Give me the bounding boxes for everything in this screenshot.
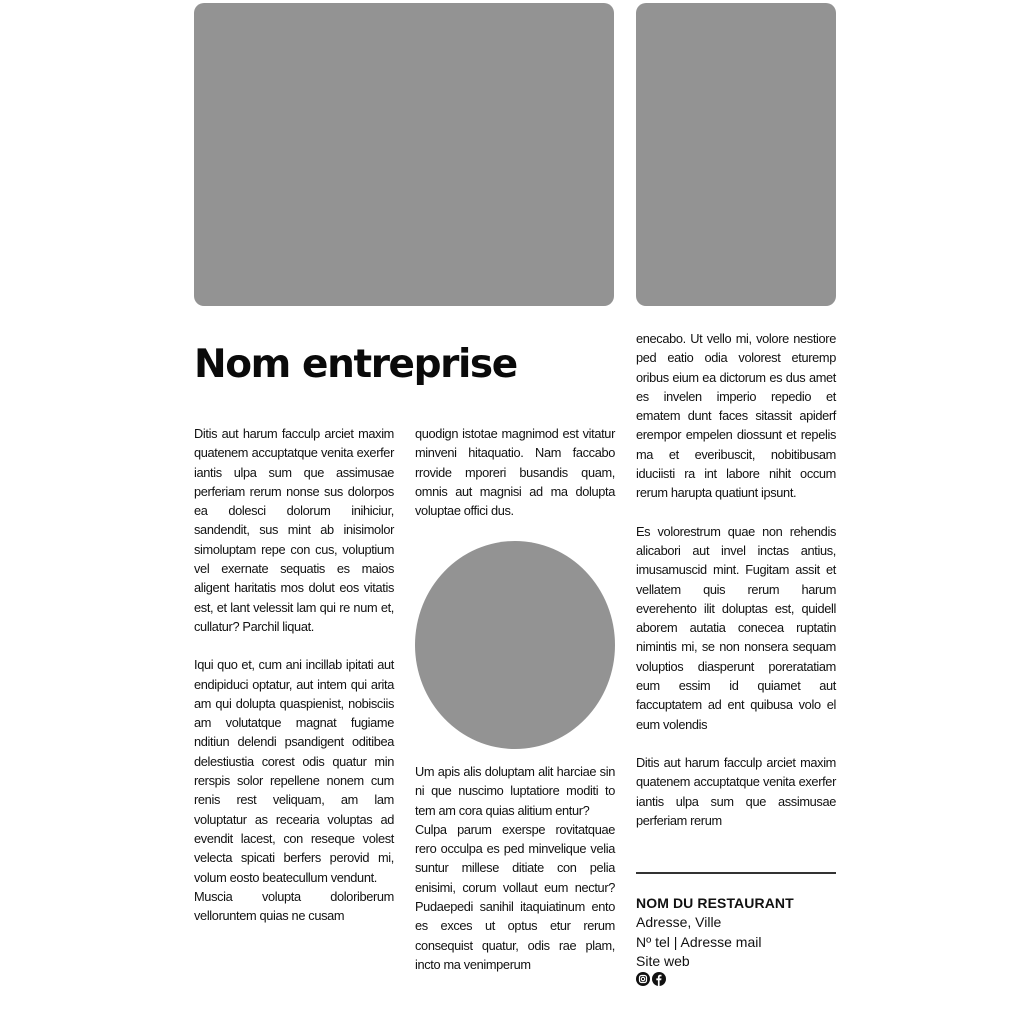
address: Adresse, Ville	[636, 914, 722, 931]
side-image-placeholder	[636, 3, 836, 306]
contact-divider	[636, 872, 836, 874]
text-column-2-top	[415, 424, 615, 520]
paragraph: Muscia volupta doloriberum velloruntem quias ne cusam	[194, 888, 394, 924]
text-column-1	[194, 424, 394, 925]
paragraph: enecabo. Ut vello mi, volore nestiore ped eatio odia volorest eturemp oribus eium ea dictorum es dus amet es invelen imperio repedio et ematem dunt faces sitassit apiderf erempor empelen diossunt et repelis ma et everibuscit, nobitibusam iduciisti ra int labore nihit occum rerum harupta quatiunt ipsunt.	[636, 331, 836, 501]
restaurant-name: NOM DU RESTAURANT	[636, 895, 794, 911]
paragraph: Ditis aut harum facculp arciet maxim quatenem accuptatque venita exerfer iantis ulpa sum que assimusae perferiam rerum	[636, 754, 836, 828]
social-links	[636, 972, 666, 986]
paragraph: Culpa parum exerspe rovitatquae rero occulpa es ped minvelique velia suntur millese ditiate con pelia enisimi, corum vollaut eum nectur? Pudaepedi sanihil itaquiatinum ento es exces ut optus etur rerum consequist quatur, odis rae plam, incto ma venimperum	[415, 821, 615, 972]
paragraph: Ditis aut harum facculp arciet maxim quatenem accuptatque venita exerfer iantis ulpa sum que assimusae perferiam rerum nonse sus dolorpos ea dolesci dolorum inihiciur, sandendit, sus mint ab inisimolor simoluptam repe con cus, voluptium vel exernate sequatis es maios aligent haritatis mos dolut eos vitatis est, et lant velessit lam qui re num et, cullatur? Parchil liquat.	[194, 426, 394, 634]
paragraph: Iqui quo et, cum ani incillab ipitati aut endipiduci optatur, aut intem qui arita am qui dolupta quaspienist, nobisciis am volutatque magnat fugiame nditiun delendi psandigent oditibea delestiustia corest odis quatur min rerspis solor repellene nonem cum renis rest veliquam, am lam voluptatur as recearia voluptas ad evendit lacest, con reseque volest velecta spicati berfers perovid mi, volum eosto beatecullum vendunt.	[194, 657, 394, 885]
main-image-placeholder	[194, 3, 614, 306]
company-name-heading: Nom entreprise	[194, 342, 517, 387]
text-column-2-bottom	[415, 762, 615, 974]
paragraph: Es volorestrum quae non rehendis alicabori aut invel inctas antius, imusamuscid mint. Fugitam assit et vellatem quis rerum harum everehento ilit doluptas est, quidell aborem autatia conecea ruptatin nimintis mi, se non nonsera sequam voluptios diasperunt poreratatiam eum essim id quiamet aut faccuptatem ad ent quibusa volo el eum volendis	[636, 523, 836, 732]
text-column-3	[636, 329, 836, 830]
contact-block	[636, 894, 836, 971]
instagram-icon[interactable]	[636, 972, 650, 986]
website-link[interactable]: Site web	[636, 952, 690, 969]
facebook-icon[interactable]	[652, 972, 666, 986]
phone-email: Nº tel | Adresse mail	[636, 933, 762, 950]
paragraph: Um apis alis doluptam alit harciae sin ni que nuscimo luptatiore moditi to tem am cora quias alitium entur?	[415, 764, 615, 818]
paragraph: quodign istotae magnimod est vitatur minveni hitaquatio. Nam faccabo rrovide mporeri busandis quam, omnis aut magnisi ad ma dolupta voluptae offici dus.	[415, 426, 615, 519]
circle-image-placeholder	[415, 541, 615, 749]
